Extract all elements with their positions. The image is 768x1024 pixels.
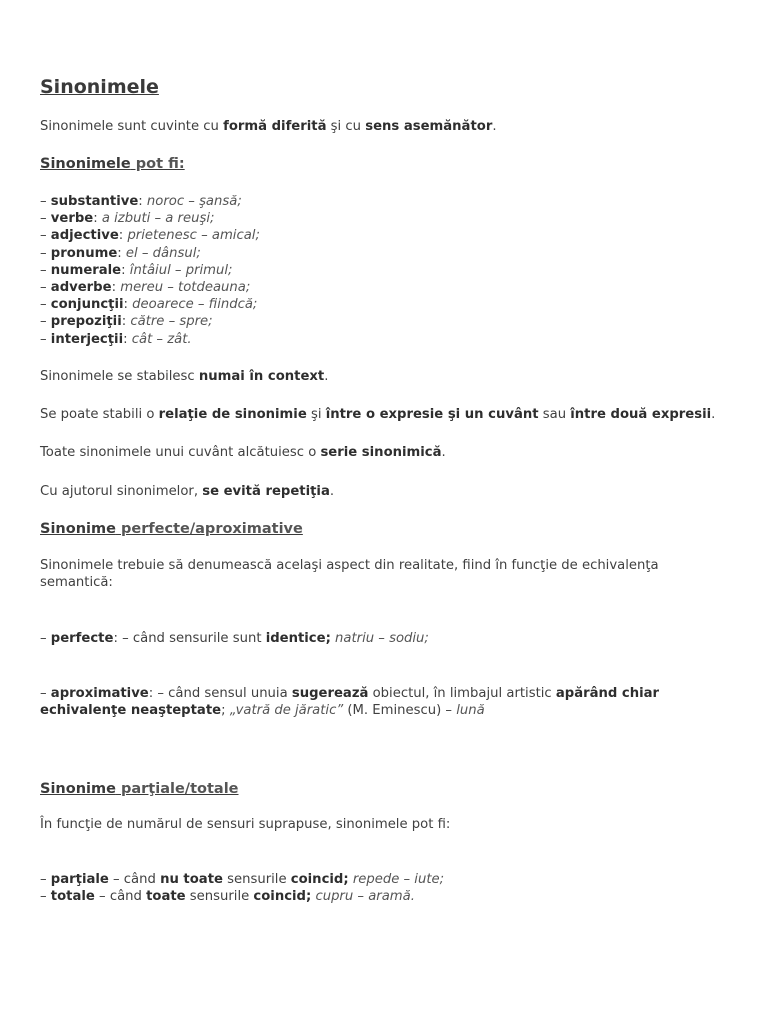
parts-of-speech-list xyxy=(40,193,260,348)
bold-text: totale xyxy=(50,889,95,904)
heading-part: perfecte/aproximative xyxy=(115,521,303,537)
text: – xyxy=(40,194,51,209)
heading-part: pot fi: xyxy=(130,156,185,172)
bold-text: se evită repetiţia xyxy=(202,484,330,499)
text: – xyxy=(40,228,51,244)
text: . xyxy=(711,407,716,422)
text: : xyxy=(118,228,128,244)
list-item xyxy=(40,296,260,313)
bold-text: toate xyxy=(146,889,186,904)
example-text: el – dânsul; xyxy=(125,245,201,261)
bold-text: relaţie de sinonimie xyxy=(158,407,307,422)
totale-line xyxy=(40,888,415,905)
example-text: mereu – totdeauna; xyxy=(120,280,251,296)
text: – xyxy=(40,297,51,313)
bold-text: sugerează xyxy=(291,686,369,701)
text: Sinonimele sunt cuvinte cu xyxy=(40,119,224,134)
bold-text: interjecţii xyxy=(50,331,124,347)
text: . xyxy=(441,445,446,460)
bold-text: formă diferită xyxy=(223,119,327,134)
text: : xyxy=(93,211,102,227)
text: . xyxy=(329,484,335,499)
text: Sinonimele se stabilesc xyxy=(40,369,199,384)
text: – xyxy=(40,631,51,646)
text: Se poate stabili o xyxy=(40,407,159,422)
text: : xyxy=(123,297,133,313)
bold-text: apărând chiar echivalenţe neaşteptate xyxy=(40,686,660,718)
bold-text: perfecte xyxy=(50,631,114,646)
text: ; xyxy=(221,703,230,718)
example-text: repede – iute; xyxy=(348,872,445,887)
text: : xyxy=(123,331,132,347)
text: : xyxy=(121,262,130,278)
text: . xyxy=(492,119,497,134)
heading-partiale-totale xyxy=(40,781,239,797)
bold-text: coincid; xyxy=(253,889,312,904)
example-text: cupru – aramă. xyxy=(311,889,415,904)
example-text: deoarece – fiindcă; xyxy=(132,297,258,313)
text: – xyxy=(40,245,51,261)
text: Cu ajutorul sinonimelor, xyxy=(40,484,203,499)
aproximative-paragraph xyxy=(40,685,720,719)
heading-part: parţiale/totale xyxy=(115,781,239,797)
text: – xyxy=(40,686,51,701)
repetitia-paragraph xyxy=(40,483,334,500)
text: – xyxy=(40,331,51,347)
text: Toate sinonimele unui cuvânt alcătuiesc o xyxy=(40,445,321,460)
heading-part: Sinonime xyxy=(40,521,116,537)
list-item xyxy=(40,331,260,348)
text: şi cu xyxy=(326,119,366,134)
page-title: Sinonimele xyxy=(40,76,159,98)
text: : – când sensul unuia xyxy=(148,686,292,701)
heading-perfecte-aproximative xyxy=(40,521,303,537)
text: : xyxy=(138,194,147,209)
example-text: natriu – sodiu; xyxy=(330,631,429,646)
text: – xyxy=(40,280,51,296)
bold-text: parţiale xyxy=(50,872,109,887)
list-item xyxy=(40,210,260,227)
bold-text: verbe xyxy=(50,211,94,227)
bold-text: coincid; xyxy=(290,872,349,887)
example-text: prietenesc – amical; xyxy=(127,228,260,244)
list-item xyxy=(40,227,260,244)
bold-text: substantive xyxy=(50,194,139,209)
text: – xyxy=(40,872,51,887)
bold-text: sens asemănător xyxy=(365,119,493,134)
serie-paragraph xyxy=(40,444,446,461)
text: (M. Eminescu) – xyxy=(343,703,457,718)
bold-text: prepoziţii xyxy=(50,314,122,330)
numar-paragraph: În funcţie de numărul de sensuri suprapuse, sinonimele pot fi: xyxy=(40,817,451,832)
text: obiectul, în limbajul artistic xyxy=(368,686,556,701)
text: şi xyxy=(306,407,326,422)
text: – când xyxy=(108,872,161,887)
relatie-paragraph xyxy=(40,406,715,423)
text: – xyxy=(40,889,51,904)
example-text: către – spre; xyxy=(130,314,213,330)
list-item xyxy=(40,262,260,279)
heading-part: Sinonime xyxy=(40,781,116,797)
context-paragraph xyxy=(40,368,328,385)
intro-paragraph xyxy=(40,118,497,135)
text: : xyxy=(121,314,131,330)
example-text: lună xyxy=(456,703,485,718)
partiale-line xyxy=(40,871,444,888)
text: : xyxy=(117,245,126,261)
bold-text: conjuncţii xyxy=(50,297,124,313)
example-text: întâiul – primul; xyxy=(129,262,233,278)
text: – xyxy=(40,211,51,227)
bold-text: nu toate xyxy=(160,872,223,887)
example-text: cât – zât. xyxy=(131,331,192,347)
text: – xyxy=(40,262,51,278)
bold-text: adjective xyxy=(50,228,119,244)
text: sensurile xyxy=(222,872,291,887)
bold-text: aproximative xyxy=(50,686,149,701)
bold-text: numai în context xyxy=(198,369,325,384)
example-text: a izbuti – a reuşi; xyxy=(101,211,215,227)
text: : xyxy=(111,280,121,296)
bold-text: între două expresii xyxy=(570,407,712,422)
list-item xyxy=(40,245,260,262)
text: sau xyxy=(538,407,571,422)
list-item xyxy=(40,313,260,330)
text: – xyxy=(40,314,51,330)
bold-text: pronume xyxy=(50,245,118,261)
bold-text: serie sinonimică xyxy=(320,445,442,460)
list-item xyxy=(40,193,260,210)
list-item xyxy=(40,279,260,296)
example-text: „vatră de jăratic” xyxy=(229,703,344,718)
bold-text: numerale xyxy=(50,262,122,278)
bold-text: între o expresie şi un cuvânt xyxy=(325,407,539,422)
bold-text: adverbe xyxy=(50,280,112,296)
text: : – când sensurile sunt xyxy=(113,631,266,646)
text: . xyxy=(324,369,329,384)
aspect-paragraph: Sinonimele trebuie să denumească acelaşi aspect din realitate, fiind în funcţie de echivalenţa semantică: xyxy=(40,558,659,590)
bold-text: identice; xyxy=(265,631,331,646)
example-text: noroc – şansă; xyxy=(146,194,242,209)
text: – când xyxy=(94,889,147,904)
heading-pot-fi xyxy=(40,156,185,172)
perfecte-line xyxy=(40,630,429,647)
heading-part: Sinonimele xyxy=(40,156,131,172)
text: sensurile xyxy=(185,889,254,904)
